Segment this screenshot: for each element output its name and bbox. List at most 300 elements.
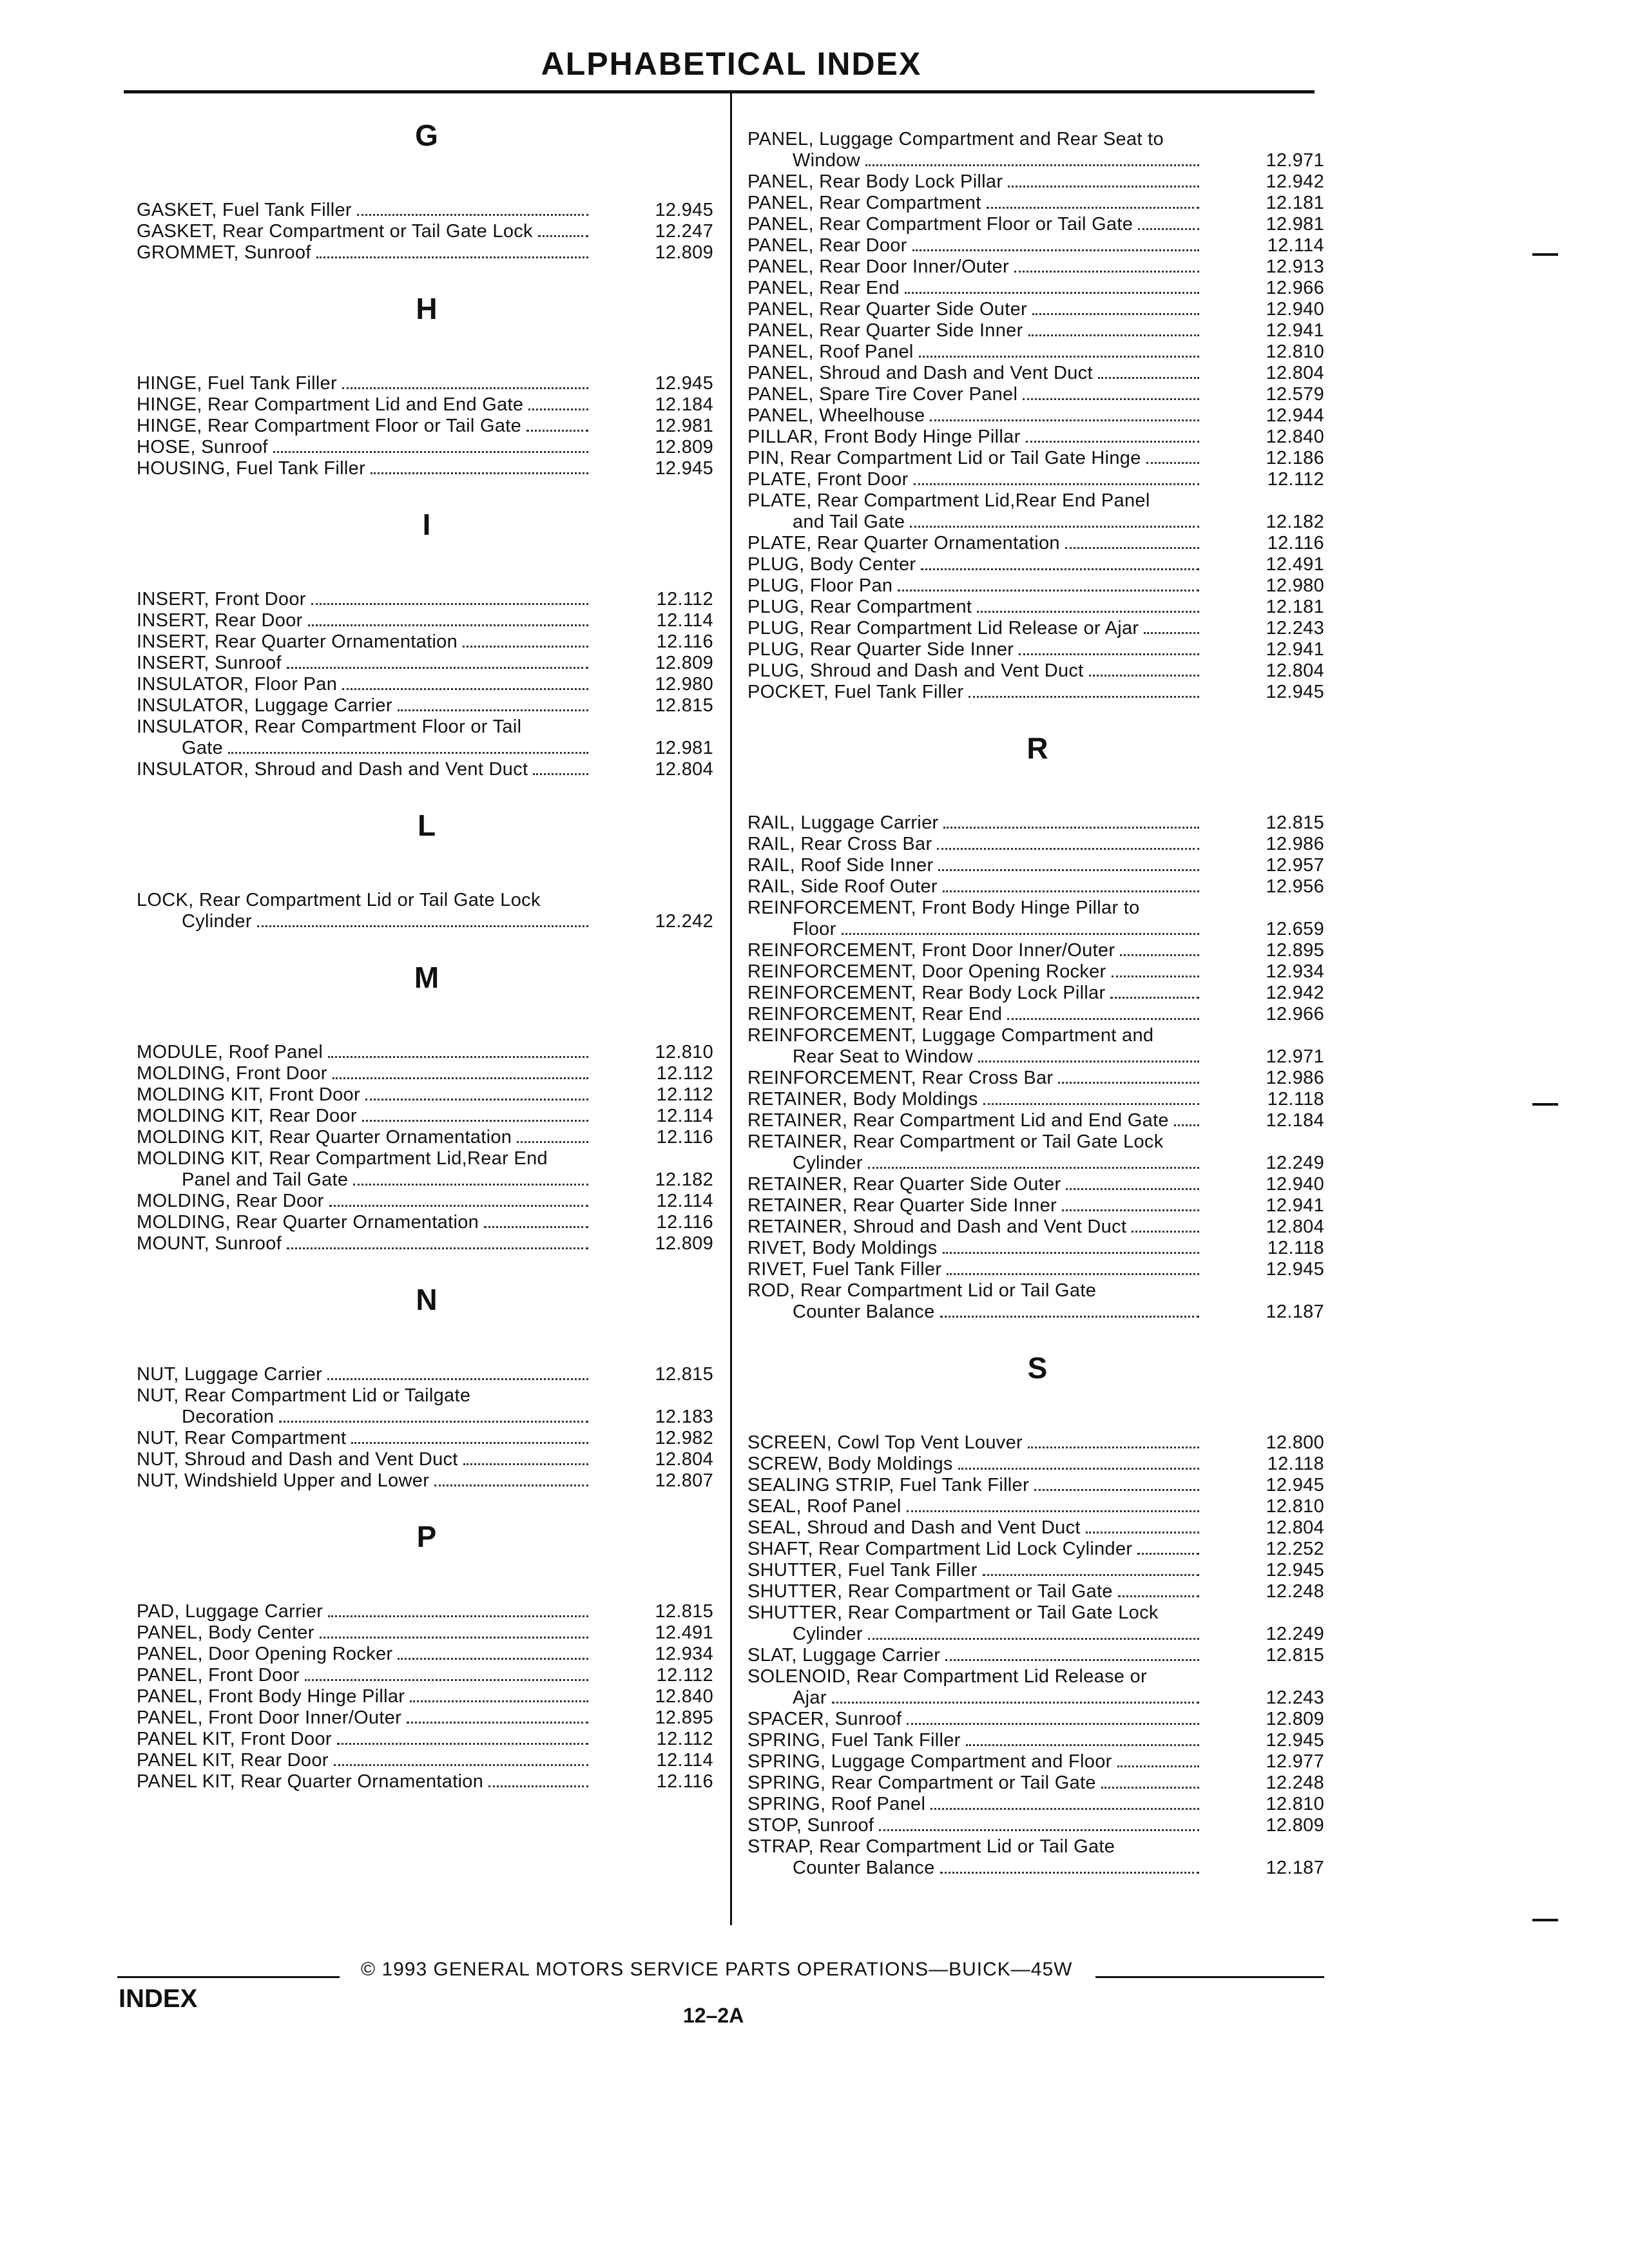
entry-label: REINFORCEMENT, Luggage Compartment and xyxy=(747,1025,1154,1046)
index-entry xyxy=(137,1601,723,1622)
index-entry xyxy=(137,242,723,264)
dot-leader xyxy=(938,869,1199,871)
entry-label: RAIL, Roof Side Inner xyxy=(747,855,934,876)
entry-page-number: 12.659 xyxy=(1266,919,1324,939)
index-entry xyxy=(747,299,1334,320)
entry-label: PILLAR, Front Body Hinge Pillar xyxy=(747,427,1021,447)
entry-page-number: 12.579 xyxy=(1266,384,1324,405)
index-entry xyxy=(137,200,723,221)
entry-page-number: 12.804 xyxy=(655,759,713,780)
dot-leader xyxy=(978,1061,1199,1062)
dot-leader xyxy=(947,1273,1199,1275)
entry-page-number: 12.986 xyxy=(1266,1068,1324,1088)
entry-label: PANEL, Rear Door Inner/Outer xyxy=(747,256,1009,277)
index-entry xyxy=(747,1475,1334,1496)
dot-leader xyxy=(528,408,588,410)
entry-page-number: 12.247 xyxy=(655,221,713,242)
dot-leader xyxy=(308,624,588,626)
entry-page-number: 12.957 xyxy=(1266,855,1324,876)
entry-label: Cylinder xyxy=(793,1153,863,1173)
entry-page-number: 12.184 xyxy=(655,394,713,415)
entry-label: PLATE, Front Door xyxy=(747,469,909,490)
index-section xyxy=(137,289,723,479)
dot-leader xyxy=(983,1103,1199,1105)
index-entry xyxy=(747,1751,1334,1773)
index-entry xyxy=(747,256,1334,278)
entry-page-number: 12.181 xyxy=(1266,193,1324,213)
entry-page-number: 12.184 xyxy=(1266,1110,1324,1131)
index-entry xyxy=(747,682,1334,703)
entry-page-number: 12.116 xyxy=(656,631,713,652)
entry-page-number: 12.913 xyxy=(1266,256,1324,277)
dot-leader xyxy=(287,667,588,669)
entry-label: PLUG, Floor Pan xyxy=(747,575,893,596)
entry-page-number: 12.815 xyxy=(655,695,713,716)
dot-leader xyxy=(311,603,588,605)
dot-leader xyxy=(1007,1018,1199,1020)
entry-label: PLUG, Rear Quarter Side Inner xyxy=(747,639,1014,660)
dot-leader xyxy=(228,752,588,754)
entry-label: PANEL KIT, Rear Door xyxy=(137,1750,329,1771)
index-entry xyxy=(747,1666,1334,1687)
index-entry xyxy=(137,1106,723,1127)
index-entry xyxy=(747,834,1334,855)
dot-leader xyxy=(434,1485,588,1486)
entry-page-number: 12.809 xyxy=(1266,1815,1324,1836)
entry-page-number: 12.940 xyxy=(1266,1174,1324,1195)
dot-leader xyxy=(1174,1124,1199,1126)
entry-page-number: 12.809 xyxy=(655,242,713,263)
index-entry xyxy=(747,1602,1334,1624)
index-entry xyxy=(137,1750,723,1771)
dot-leader xyxy=(337,1743,588,1745)
dot-leader xyxy=(868,1638,1199,1640)
footer-copyright: © 1993 GENERAL MOTORS SERVICE PARTS OPERATIONS—BUICK—45W xyxy=(361,1959,1073,1980)
entry-label: SPACER, Sunroof xyxy=(747,1709,902,1729)
entry-page-number: 12.810 xyxy=(1266,1794,1324,1814)
entry-label: MOLDING KIT, Rear Door xyxy=(137,1106,357,1126)
entry-label: REINFORCEMENT, Rear Body Lock Pillar xyxy=(747,983,1106,1003)
entry-label: PANEL, Body Center xyxy=(137,1622,314,1643)
entry-label: PANEL, Wheelhouse xyxy=(747,405,925,426)
entry-label: SPRING, Fuel Tank Filler xyxy=(747,1730,961,1751)
section-letter: S xyxy=(1027,1351,1048,1385)
index-entry xyxy=(747,320,1334,341)
index-section xyxy=(137,1280,723,1492)
entry-page-number: 12.945 xyxy=(655,458,713,479)
entry-page-number: 12.895 xyxy=(1266,940,1324,961)
dot-leader xyxy=(357,214,588,216)
entry-label: INSULATOR, Rear Compartment Floor or Tail xyxy=(137,716,522,737)
index-entry xyxy=(137,1063,723,1084)
entry-page-number: 12.118 xyxy=(1267,1089,1324,1110)
index-entry xyxy=(747,575,1334,597)
entry-label: HINGE, Fuel Tank Filler xyxy=(137,373,337,394)
entry-label: Ajar xyxy=(793,1687,827,1708)
dot-leader xyxy=(1014,271,1199,273)
dot-leader xyxy=(966,1744,1199,1746)
footer-rule-left xyxy=(117,1976,340,1978)
index-entry xyxy=(747,1174,1334,1195)
index-entry xyxy=(137,1084,723,1106)
dot-leader xyxy=(327,1378,588,1380)
entry-page-number: 12.966 xyxy=(1266,1004,1324,1024)
dot-leader xyxy=(930,419,1199,421)
entry-page-number: 12.804 xyxy=(655,1449,713,1470)
dot-leader xyxy=(316,256,588,258)
entry-label: HOSE, Sunroof xyxy=(137,437,268,457)
index-entry xyxy=(747,427,1334,448)
entry-label: Cylinder xyxy=(793,1624,863,1644)
index-section xyxy=(747,1349,1334,1879)
entry-label: PLUG, Rear Compartment xyxy=(747,597,972,617)
entry-page-number: 12.112 xyxy=(656,589,713,610)
index-entry xyxy=(747,193,1334,214)
entry-label: SEAL, Shroud and Dash and Vent Duct xyxy=(747,1517,1081,1538)
index-entry xyxy=(137,437,723,458)
entry-page-number: 12.966 xyxy=(1266,278,1324,298)
index-entry-continuation xyxy=(137,911,723,932)
index-section xyxy=(137,505,723,780)
index-entry xyxy=(747,1110,1334,1131)
entry-label: INSERT, Rear Quarter Ornamentation xyxy=(137,631,458,652)
dot-leader xyxy=(943,1252,1199,1254)
entry-page-number: 12.182 xyxy=(1266,512,1324,532)
dot-leader xyxy=(287,1247,588,1249)
entry-page-number: 12.815 xyxy=(655,1601,713,1622)
dot-leader xyxy=(943,827,1199,829)
dot-leader xyxy=(305,1679,588,1681)
dot-leader xyxy=(1026,441,1199,443)
dot-leader xyxy=(940,1316,1199,1318)
entry-label: PANEL, Rear Compartment Floor or Tail Gate xyxy=(747,214,1133,235)
index-entry xyxy=(747,1496,1334,1517)
dot-leader xyxy=(865,164,1199,166)
index-entry xyxy=(747,1773,1334,1794)
index-entry xyxy=(747,1068,1334,1089)
dot-leader xyxy=(937,848,1199,850)
dot-leader xyxy=(463,646,588,648)
index-entry xyxy=(137,610,723,631)
title-rule xyxy=(124,90,1315,93)
index-entry xyxy=(137,1771,723,1792)
index-entry xyxy=(747,855,1334,876)
entry-page-number: 12.243 xyxy=(1266,1687,1324,1708)
dot-leader xyxy=(940,1872,1199,1874)
entry-page-number: 12.114 xyxy=(1267,235,1324,256)
dot-leader xyxy=(533,773,588,775)
entry-label: RIVET, Fuel Tank Filler xyxy=(747,1259,942,1280)
index-section xyxy=(747,129,1334,703)
entry-page-number: 12.114 xyxy=(656,1191,713,1211)
index-entry xyxy=(137,394,723,416)
index-entry xyxy=(747,384,1334,405)
dot-leader xyxy=(943,890,1199,892)
dot-leader xyxy=(1028,1446,1199,1448)
entry-page-number: 12.804 xyxy=(1266,660,1324,681)
entry-page-number: 12.941 xyxy=(1266,320,1324,341)
entry-page-number: 12.980 xyxy=(655,674,713,695)
index-entry xyxy=(747,812,1334,834)
dot-leader xyxy=(910,526,1199,528)
entry-label: STRAP, Rear Compartment Lid or Tail Gate xyxy=(747,1836,1115,1857)
entry-page-number: 12.183 xyxy=(655,1407,713,1427)
dot-leader xyxy=(1019,653,1199,655)
index-entry-continuation xyxy=(747,1302,1334,1323)
index-section xyxy=(137,116,723,264)
entry-label: Gate xyxy=(182,738,224,758)
entry-page-number: 12.809 xyxy=(655,1233,713,1254)
entry-label: SEAL, Roof Panel xyxy=(747,1496,901,1517)
dot-leader xyxy=(1032,313,1199,315)
entry-label: GASKET, Rear Compartment or Tail Gate Lock xyxy=(137,221,533,242)
margin-tick xyxy=(1532,1919,1558,1921)
index-section xyxy=(137,806,723,932)
entry-label: SEALING STRIP, Fuel Tank Filler xyxy=(747,1475,1029,1495)
section-label: INDEX xyxy=(119,1984,198,2013)
dot-leader xyxy=(1008,186,1199,187)
dot-leader xyxy=(977,611,1199,613)
index-entry xyxy=(137,716,723,738)
index-entry xyxy=(137,1233,723,1254)
section-letter: G xyxy=(415,119,438,152)
dot-leader xyxy=(362,1120,588,1122)
entry-label: SCREEN, Cowl Top Vent Louver xyxy=(747,1432,1023,1453)
entry-label: REINFORCEMENT, Rear Cross Bar xyxy=(747,1068,1054,1088)
entry-page-number: 12.942 xyxy=(1266,983,1324,1003)
section-letter: L xyxy=(417,809,436,842)
index-entry xyxy=(137,890,723,911)
entry-page-number: 12.807 xyxy=(655,1470,713,1491)
entry-label: PANEL, Rear Quarter Side Inner xyxy=(747,320,1023,341)
index-entry-continuation xyxy=(137,1169,723,1191)
dot-leader xyxy=(1034,1489,1199,1491)
entry-label: PAD, Luggage Carrier xyxy=(137,1601,323,1622)
index-entry xyxy=(137,1665,723,1686)
entry-label: SHUTTER, Rear Compartment or Tail Gate xyxy=(747,1581,1113,1602)
index-entry xyxy=(747,1560,1334,1581)
entry-page-number: 12.491 xyxy=(655,1622,713,1643)
entry-label: Counter Balance xyxy=(793,1302,935,1322)
entry-label: PLATE, Rear Quarter Ornamentation xyxy=(747,533,1060,553)
entry-label: INSULATOR, Shroud and Dash and Vent Duct xyxy=(137,759,528,780)
index-entry xyxy=(137,1686,723,1707)
dot-leader xyxy=(273,451,588,453)
index-entry xyxy=(137,458,723,479)
index-entry-continuation xyxy=(747,919,1334,940)
index-entry xyxy=(747,1454,1334,1475)
dot-leader xyxy=(334,1764,588,1766)
entry-label: RAIL, Rear Cross Bar xyxy=(747,834,932,854)
section-letter: I xyxy=(422,508,431,541)
entry-label: PIN, Rear Compartment Lid or Tail Gate Hinge xyxy=(747,448,1141,468)
dot-leader xyxy=(365,1099,588,1100)
entry-label: SLAT, Luggage Carrier xyxy=(747,1645,941,1666)
entry-label: REINFORCEMENT, Door Opening Rocker xyxy=(747,961,1106,982)
index-entry xyxy=(137,416,723,437)
entry-page-number: 12.804 xyxy=(1266,1216,1324,1237)
index-section xyxy=(747,729,1334,1323)
dot-leader xyxy=(398,1658,588,1660)
dot-leader xyxy=(987,207,1199,209)
entry-label: MOLDING KIT, Rear Compartment Lid,Rear End xyxy=(137,1148,548,1169)
entry-label: RIVET, Body Moldings xyxy=(747,1238,938,1258)
entry-page-number: 12.112 xyxy=(656,1665,713,1686)
section-letter: N xyxy=(416,1283,438,1316)
entry-page-number: 12.980 xyxy=(1266,575,1324,596)
dot-leader xyxy=(907,1723,1199,1725)
entry-label: REINFORCEMENT, Front Body Hinge Pillar to xyxy=(747,898,1140,918)
index-entry xyxy=(137,1449,723,1470)
entry-label: Floor xyxy=(793,919,836,939)
dot-leader xyxy=(488,1785,588,1787)
entry-page-number: 12.810 xyxy=(1266,1496,1324,1517)
dot-leader xyxy=(1110,997,1199,999)
dot-leader xyxy=(832,1702,1199,1704)
entry-page-number: 12.809 xyxy=(655,653,713,673)
entry-page-number: 12.977 xyxy=(1266,1751,1324,1772)
entry-page-number: 12.491 xyxy=(1266,554,1324,575)
entry-label: SCREW, Body Moldings xyxy=(747,1454,953,1474)
entry-page-number: 12.945 xyxy=(1266,1560,1324,1581)
dot-leader xyxy=(1023,398,1199,400)
entry-page-number: 12.114 xyxy=(656,1106,713,1126)
dot-leader xyxy=(1062,1209,1199,1211)
entry-page-number: 12.112 xyxy=(656,1063,713,1084)
entry-label: PANEL KIT, Rear Quarter Ornamentation xyxy=(137,1771,484,1792)
index-entry xyxy=(747,618,1334,639)
dot-leader xyxy=(407,1722,588,1724)
index-entry xyxy=(137,1428,723,1449)
entry-label: REINFORCEMENT, Front Door Inner/Outer xyxy=(747,940,1115,961)
index-entry xyxy=(137,1127,723,1148)
index-entry xyxy=(137,1148,723,1169)
index-entry xyxy=(747,214,1334,235)
entry-label: RAIL, Luggage Carrier xyxy=(747,812,939,833)
dot-leader xyxy=(342,387,588,389)
dot-leader xyxy=(868,1167,1199,1169)
entry-label: PANEL, Front Body Hinge Pillar xyxy=(137,1686,405,1707)
dot-leader xyxy=(919,356,1199,358)
entry-page-number: 12.941 xyxy=(1266,1195,1324,1216)
index-entry xyxy=(747,597,1334,618)
dot-leader xyxy=(1086,1532,1199,1533)
entry-page-number: 12.945 xyxy=(1266,1730,1324,1751)
page-title: ALPHABETICAL INDEX xyxy=(541,46,922,82)
entry-label: PANEL KIT, Front Door xyxy=(137,1729,332,1749)
index-entry xyxy=(137,1729,723,1750)
entry-page-number: 12.971 xyxy=(1266,1046,1324,1067)
entry-page-number: 12.981 xyxy=(655,416,713,436)
dot-leader xyxy=(1065,547,1199,549)
entry-page-number: 12.112 xyxy=(656,1729,713,1749)
index-entry-continuation xyxy=(137,1407,723,1428)
dot-leader xyxy=(1117,1765,1199,1767)
dot-leader xyxy=(517,1141,588,1143)
entry-label: PANEL, Spare Tire Cover Panel xyxy=(747,384,1018,405)
index-entry xyxy=(137,674,723,695)
dot-leader xyxy=(1101,1787,1199,1789)
index-entry xyxy=(747,469,1334,490)
entry-page-number: 12.116 xyxy=(1267,533,1324,553)
index-entry xyxy=(747,278,1334,299)
entry-label: HINGE, Rear Compartment Floor or Tail Gate xyxy=(137,416,522,436)
entry-label: NUT, Luggage Carrier xyxy=(137,1364,323,1385)
index-entry-continuation xyxy=(747,1046,1334,1068)
entry-label: POCKET, Fuel Tank Filler xyxy=(747,682,964,702)
entry-page-number: 12.934 xyxy=(655,1644,713,1664)
entry-label: SPRING, Luggage Compartment and Floor xyxy=(747,1751,1112,1772)
entry-label: NUT, Rear Compartment xyxy=(137,1428,347,1448)
entry-page-number: 12.249 xyxy=(1266,1153,1324,1173)
entry-page-number: 12.981 xyxy=(1266,214,1324,235)
index-entry xyxy=(137,1385,723,1407)
entry-page-number: 12.804 xyxy=(1266,1517,1324,1538)
entry-label: RETAINER, Shroud and Dash and Vent Duct xyxy=(747,1216,1127,1237)
index-section xyxy=(137,958,723,1254)
entry-label: PANEL, Rear End xyxy=(747,278,900,298)
dot-leader xyxy=(907,1510,1199,1512)
entry-page-number: 12.187 xyxy=(1266,1302,1324,1322)
index-entry xyxy=(137,1042,723,1063)
index-entry xyxy=(137,759,723,780)
section-letter: P xyxy=(416,1520,437,1553)
entry-page-number: 12.840 xyxy=(655,1686,713,1707)
entry-page-number: 12.982 xyxy=(655,1428,713,1448)
right-column xyxy=(747,110,1334,1905)
page-number: 12–2A xyxy=(683,2004,744,2027)
entry-label: INSULATOR, Luggage Carrier xyxy=(137,695,392,716)
entry-label: SOLENOID, Rear Compartment Lid Release or xyxy=(747,1666,1147,1687)
index-entry xyxy=(137,631,723,653)
dot-leader xyxy=(983,1574,1199,1576)
entry-page-number: 12.118 xyxy=(1267,1238,1324,1258)
dot-leader xyxy=(463,1463,588,1465)
entry-label: RETAINER, Rear Compartment or Tail Gate Lock xyxy=(747,1131,1164,1152)
index-entry xyxy=(137,1644,723,1665)
entry-label: RETAINER, Rear Quarter Side Outer xyxy=(747,1174,1061,1195)
dot-leader xyxy=(1137,1553,1199,1555)
index-entry xyxy=(747,1581,1334,1602)
entry-label: Panel and Tail Gate xyxy=(182,1169,349,1190)
entry-page-number: 12.981 xyxy=(655,738,713,758)
entry-label: PANEL, Front Door xyxy=(137,1665,300,1686)
entry-label: SHUTTER, Fuel Tank Filler xyxy=(747,1560,978,1581)
entry-label: PANEL, Rear Quarter Side Outer xyxy=(747,299,1027,320)
entry-label: ROD, Rear Compartment Lid or Tail Gate xyxy=(747,1280,1097,1301)
entry-page-number: 12.971 xyxy=(1266,150,1324,171)
dot-leader xyxy=(1138,228,1199,230)
dot-leader xyxy=(398,709,588,711)
index-entry xyxy=(747,1815,1334,1836)
entry-label: Cylinder xyxy=(182,911,252,932)
entry-page-number: 12.945 xyxy=(1266,1259,1324,1280)
index-entry xyxy=(137,589,723,610)
index-entry xyxy=(747,1131,1334,1153)
dot-leader xyxy=(351,1442,588,1444)
index-entry xyxy=(747,533,1334,554)
dot-leader xyxy=(914,483,1199,485)
dot-leader xyxy=(1058,1082,1199,1084)
dot-leader xyxy=(1118,1595,1199,1597)
entry-page-number: 12.940 xyxy=(1266,299,1324,320)
entry-page-number: 12.116 xyxy=(656,1127,713,1148)
entry-page-number: 12.895 xyxy=(655,1707,713,1728)
entry-page-number: 12.945 xyxy=(655,373,713,394)
index-entry xyxy=(137,653,723,674)
entry-label: MOLDING KIT, Front Door xyxy=(137,1084,360,1105)
index-entry xyxy=(137,695,723,716)
